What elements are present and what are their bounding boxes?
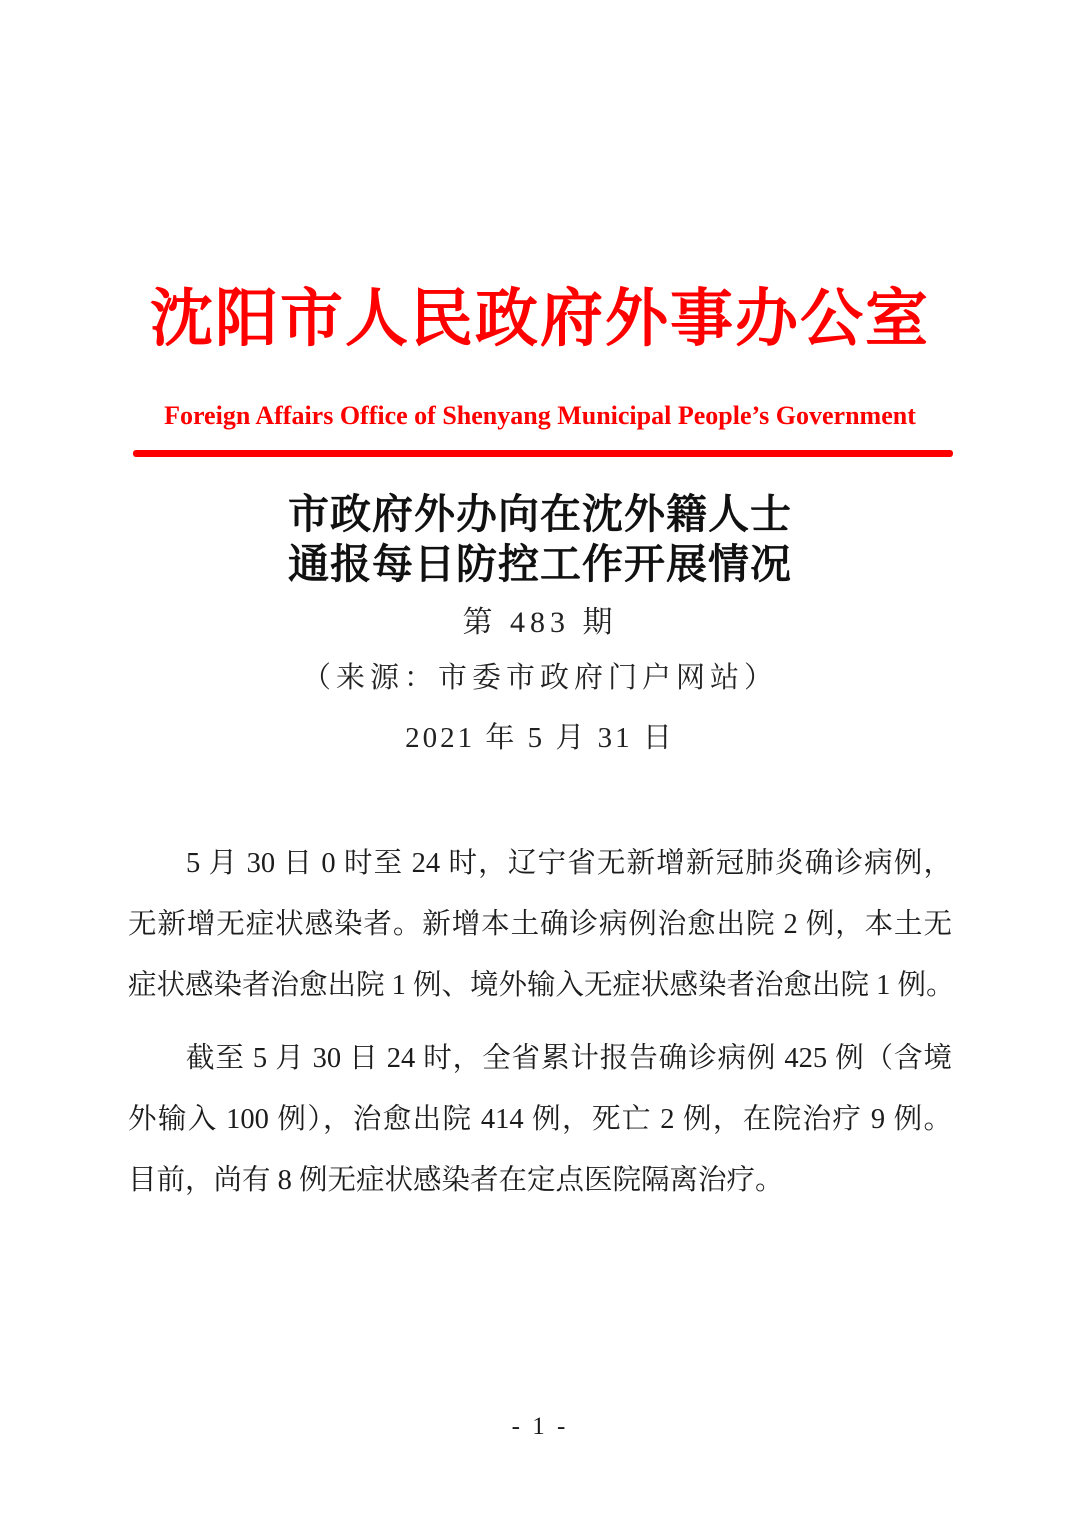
body-line: 目前，尚有 8 例无症状感染者在定点医院隔离治疗。 <box>128 1165 784 1196</box>
source-line: （来源：市委市政府门户网站） <box>301 662 778 694</box>
issue-number: 第 483 期 <box>462 606 618 639</box>
body-line: 无新增无症状感染者。新增本土确诊病例治愈出院 2 例，本土无 <box>128 909 952 940</box>
doc-title <box>0 489 1080 589</box>
body-line: 外输入 100 例），治愈出院 414 例，死亡 2 例，在院治疗 9 例。 <box>128 1104 952 1135</box>
paragraph-2 <box>128 1028 952 1211</box>
body-text <box>128 833 955 1211</box>
org-title-en: Foreign Affairs Office of Shenyang Municipal People’s Government <box>164 401 916 430</box>
paragraph-1 <box>128 833 955 1016</box>
body-line: 症状感染者治愈出院 1 例、境外输入无症状感染者治愈出院 1 例。 <box>128 970 955 1001</box>
body-line: 截至 5 月 30 日 24 时，全省累计报告确诊病例 425 例（含境 <box>186 1043 952 1074</box>
date-line: 2021 年 5 月 31 日 <box>405 722 675 754</box>
header-divider-rule <box>133 450 953 457</box>
doc-title-line-1: 市政府外办向在沈外籍人士 <box>288 491 792 537</box>
page-number: - 1 - <box>511 1413 569 1440</box>
org-title-zh: 沈阳市人民政府外事办公室 <box>150 284 930 354</box>
doc-title-line-2: 通报每日防控工作开展情况 <box>288 541 792 587</box>
body-line: 5 月 30 日 0 时至 24 时，辽宁省无新增新冠肺炎确诊病例， <box>186 848 952 879</box>
